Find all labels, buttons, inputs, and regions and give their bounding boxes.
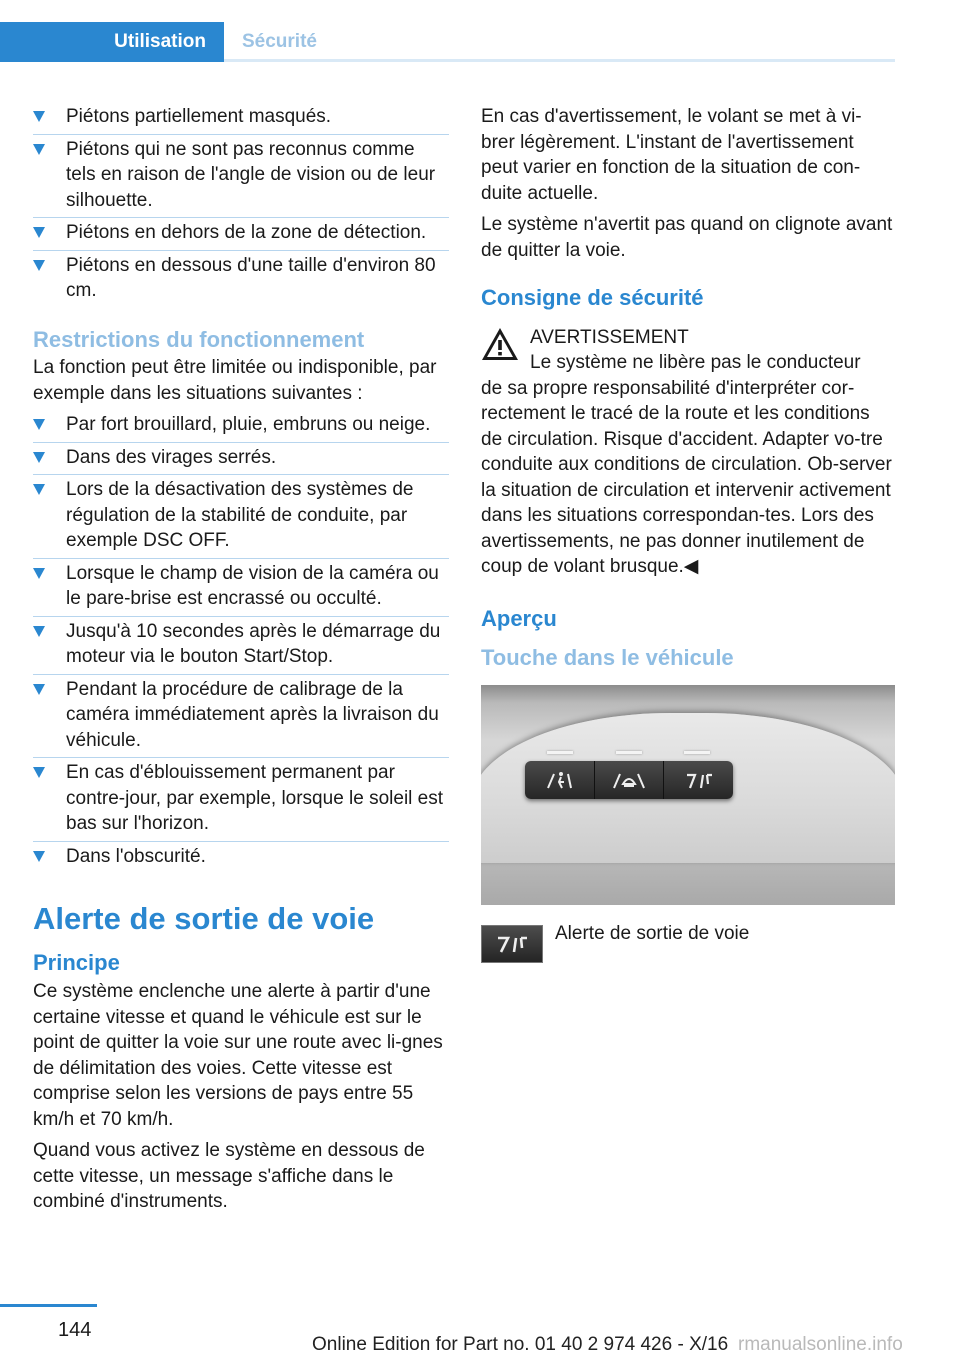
list-item-text: Pendant la procédure de calibrage de la caméra immédiatement après la livraison du véhicule. xyxy=(66,678,439,751)
section-title: Alerte de sortie de voie xyxy=(33,901,375,936)
footer-rule xyxy=(0,1304,97,1307)
list-item xyxy=(33,445,449,472)
header-tab-bar xyxy=(0,0,895,62)
triangle-bullet-icon xyxy=(33,111,45,122)
tab-divider xyxy=(224,59,895,62)
list-item-text: Dans l'obscurité. xyxy=(66,845,206,867)
left-column xyxy=(33,104,449,1221)
list-item xyxy=(33,412,449,439)
list-item xyxy=(33,104,449,131)
triangle-bullet-icon xyxy=(33,684,45,695)
list-item-text: Piétons partiellement masqués. xyxy=(66,106,332,127)
tab-utilisation[interactable]: Utilisation xyxy=(0,22,224,62)
triangle-bullet-icon xyxy=(33,767,45,778)
list-item-text: Piétons en dehors de la zone de détection. xyxy=(66,222,427,243)
list-item-text: Lors de la désactivation des systèmes de régulation de la stabilité de conduite, par exemple DSC OFF. xyxy=(66,479,414,551)
list-item-text: Dans des virages serrés. xyxy=(66,446,277,468)
list-item xyxy=(33,253,449,305)
apercu-heading: Aperçu xyxy=(481,605,557,631)
list-item-text: Piétons en dessous d'une taille d'environ 80 cm. xyxy=(66,254,436,301)
warning-body: de sa propre responsabilité d'interpréter cor-rectement le tracé de la route et les conditions de circulation. Risque d'accident. Adapter vo-tre conduite aux conditions de circulation. Ob-server la situation de circulation et intervenir activement dans les situations correspondan-tes. Lors des avertissements, ne pas donner inutilement de coup de volant brusque.◀ xyxy=(481,377,892,577)
warning-first-line: Le système ne libère pas le conducteur xyxy=(530,352,861,373)
pedestrian-limits-list xyxy=(33,104,449,305)
list-item-text: Piétons qui ne sont pas reconnus comme tels en raison de l'angle de vision ou de leur silhouette. xyxy=(66,138,436,211)
list-item-text: En cas d'éblouissement permanent par contre-jour, par exemple, lorsque le soleil est bas sur l'horizon. xyxy=(66,762,444,834)
list-item-text: Lorsque le champ de vision de la caméra ou le pare-brise est encrassé ou occulté. xyxy=(66,562,439,609)
restrictions-list xyxy=(33,412,449,870)
watermark: rmanualsonline.info xyxy=(738,1334,903,1355)
triangle-bullet-icon xyxy=(33,626,45,637)
triangle-bullet-icon xyxy=(33,419,45,430)
touche-heading: Touche dans le véhicule xyxy=(481,645,734,670)
principe-paragraph-1: Ce système enclenche une alerte à partir d'une certaine vitesse et quand le véhicule est sur le point de quitter la voie sur une route avec li-gnes de délimitation des voies. Cette vitesse est comprise selon les versions de pays entre 55 km/h et 70 km/h. xyxy=(33,981,443,1130)
warning-triangle-icon xyxy=(481,327,519,361)
list-item xyxy=(33,760,449,838)
page-number: 144 xyxy=(58,1319,92,1341)
warning-title: AVERTISSEMENT xyxy=(530,326,689,348)
principe-heading: Principe xyxy=(33,949,120,975)
lane-departure-icon xyxy=(481,925,543,963)
tab-securite[interactable]: Sécurité xyxy=(242,31,317,52)
list-item-text: Par fort brouillard, pluie, embruns ou neige. xyxy=(66,414,431,435)
list-item xyxy=(33,619,449,671)
legend-row xyxy=(481,921,893,963)
triangle-bullet-icon xyxy=(33,144,45,155)
legend-label: Alerte de sortie de voie xyxy=(555,922,750,944)
list-item xyxy=(33,677,449,755)
principe-paragraph-2: Quand vous activez le système en dessous de cette vitesse, un message s'affiche dans le combiné d'instruments. xyxy=(33,1140,425,1212)
right-column xyxy=(481,104,893,963)
blinker-paragraph: Le système n'avertit pas quand on clignote avant de quitter la voie. xyxy=(481,214,893,261)
triangle-bullet-icon xyxy=(33,227,45,238)
triangle-bullet-icon xyxy=(33,851,45,862)
triangle-bullet-icon xyxy=(33,452,45,463)
triangle-bullet-icon xyxy=(33,484,45,495)
button-panel xyxy=(525,761,733,799)
vehicle-buttons-photo xyxy=(481,685,895,905)
list-item xyxy=(33,220,449,247)
edition-text: Online Edition for Part no. 01 40 2 974 426 - X/16 xyxy=(312,1334,729,1355)
list-item xyxy=(33,477,449,555)
triangle-bullet-icon xyxy=(33,568,45,579)
safety-heading: Consigne de sécurité xyxy=(481,285,704,310)
pedestrian-warning-button-icon xyxy=(525,761,595,799)
list-item xyxy=(33,844,449,871)
list-item xyxy=(33,561,449,613)
list-item xyxy=(33,137,449,215)
restrictions-heading: Restrictions du fonctionnement xyxy=(33,326,365,352)
warning-block xyxy=(481,325,893,580)
vibration-paragraph: En cas d'avertissement, le volant se met à vi-brer légèrement. L'instant de l'avertissement peut varier en fonction de la situation de con-duite actuelle. xyxy=(481,106,862,204)
list-item-text: Jusqu'à 10 secondes après le démarrage du moteur via le bouton Start/Stop. xyxy=(66,620,441,667)
lane-departure-button-icon xyxy=(664,761,733,799)
collision-warning-button-icon xyxy=(595,761,665,799)
restrictions-intro: La fonction peut être limitée ou indisponible, par exemple dans les situations suivantes : xyxy=(33,357,437,404)
triangle-bullet-icon xyxy=(33,260,45,271)
